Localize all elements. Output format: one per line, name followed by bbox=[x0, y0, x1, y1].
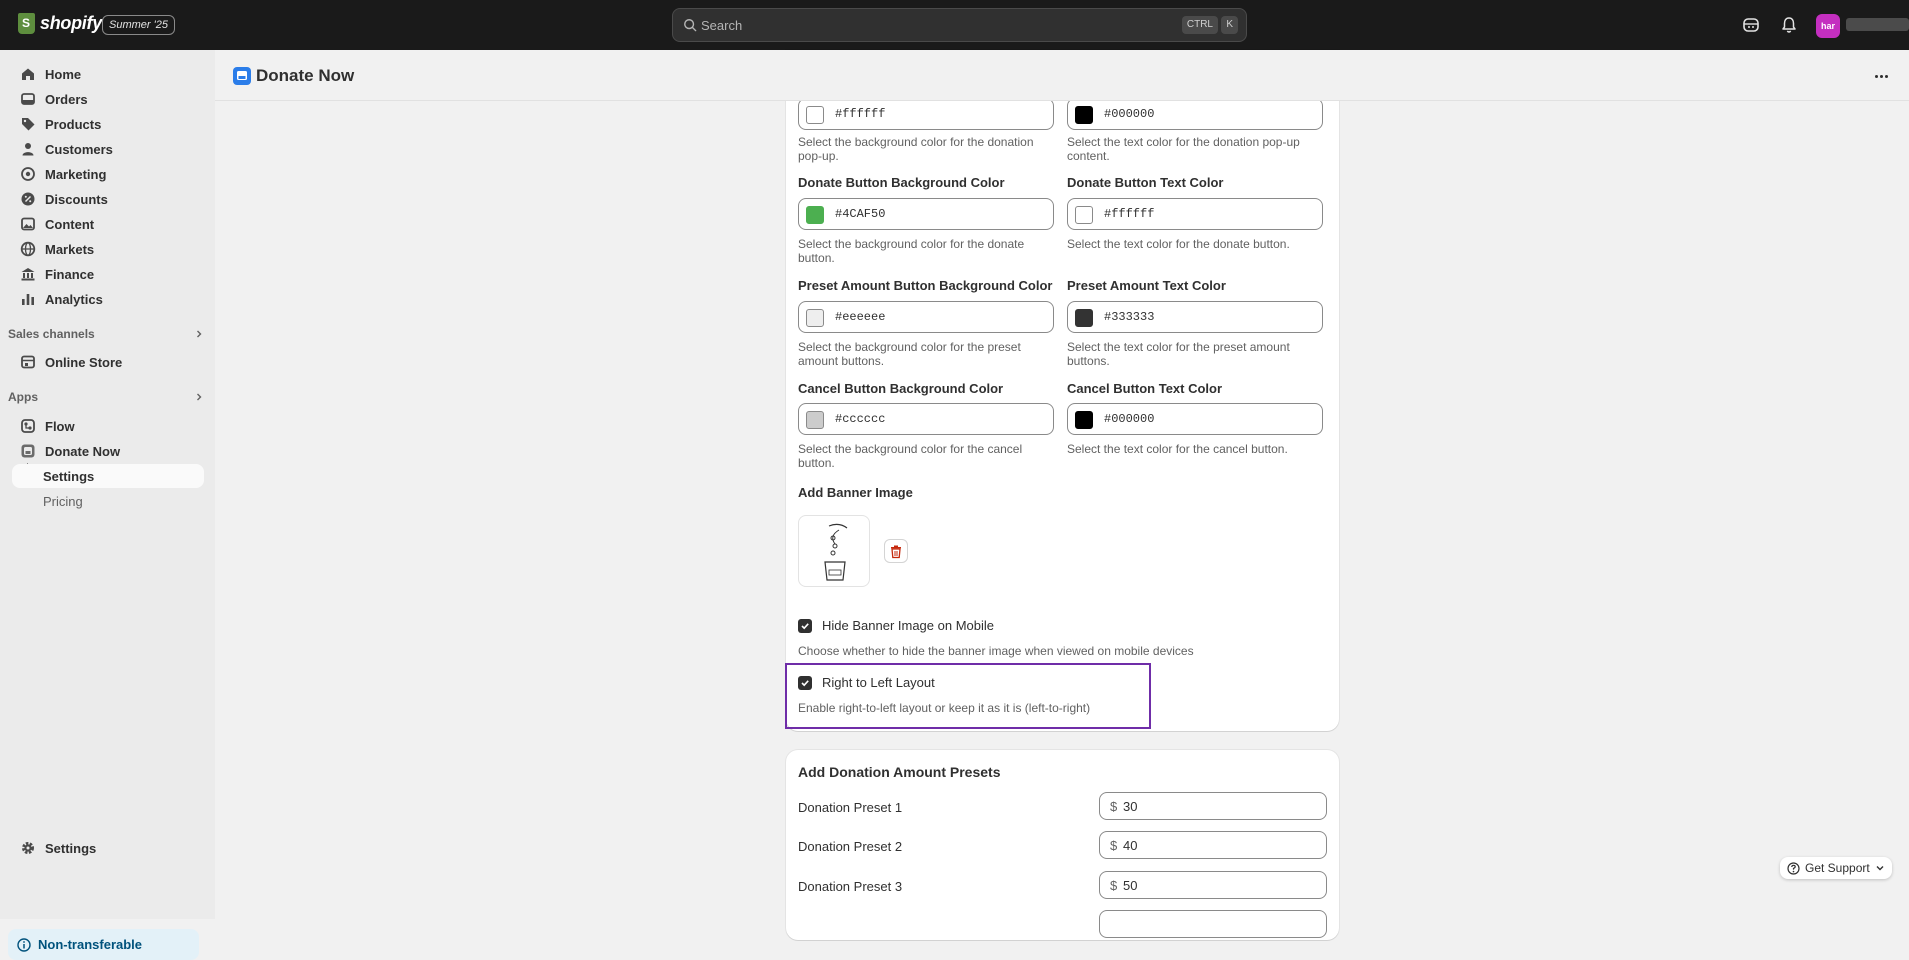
gear-icon bbox=[20, 840, 36, 856]
page-header bbox=[215, 50, 1909, 101]
nav-label: Finance bbox=[45, 266, 95, 282]
nav-settings[interactable] bbox=[12, 836, 204, 860]
hex-value: #000000 bbox=[1104, 107, 1155, 121]
hide-banner-mobile-help: Choose whether to hide the banner image when viewed on mobile devices bbox=[798, 644, 1194, 658]
avatar[interactable]: har bbox=[1816, 14, 1840, 38]
brand-name: shopify bbox=[40, 13, 102, 33]
donation-jar-illustration bbox=[799, 516, 871, 588]
target-icon bbox=[20, 166, 36, 182]
get-support-button[interactable] bbox=[1780, 857, 1892, 879]
nav-orders[interactable] bbox=[12, 87, 204, 111]
sidekick-icon[interactable] bbox=[1740, 14, 1762, 36]
shortcut-k-key: K bbox=[1221, 16, 1238, 34]
cancel-text-color-field[interactable] bbox=[1067, 403, 1323, 435]
top-bar bbox=[0, 0, 1909, 50]
donation-presets-card bbox=[786, 750, 1339, 940]
check-icon bbox=[800, 621, 810, 631]
preset-bg-help: Select the background color for the preset amount buttons. bbox=[798, 340, 1021, 368]
image-icon bbox=[20, 216, 36, 232]
nav-label: Markets bbox=[45, 241, 95, 257]
appearance-settings-card bbox=[786, 50, 1339, 731]
hide-banner-mobile-checkbox[interactable] bbox=[798, 618, 994, 633]
main-content bbox=[215, 50, 1909, 919]
nav-label: Flow bbox=[45, 418, 75, 434]
globe-icon bbox=[20, 241, 36, 257]
home-icon bbox=[20, 66, 36, 82]
nav-label: Settings bbox=[45, 840, 97, 856]
currency-symbol: $ bbox=[1110, 799, 1118, 814]
hex-value: #000000 bbox=[1104, 412, 1155, 426]
edition-badge[interactable]: Summer '25 bbox=[102, 15, 175, 35]
person-icon bbox=[20, 141, 36, 157]
nav-customers[interactable] bbox=[12, 137, 204, 161]
nav-online-store[interactable] bbox=[12, 350, 204, 374]
color-swatch[interactable] bbox=[1075, 309, 1093, 327]
more-actions-button[interactable] bbox=[1871, 68, 1891, 84]
preset-label: Donation Preset 1 bbox=[798, 800, 903, 815]
get-support-label: Get Support bbox=[1805, 861, 1870, 875]
check-icon bbox=[800, 678, 810, 688]
banner-label: Add Banner Image bbox=[798, 485, 913, 500]
sub-nav-pricing[interactable] bbox=[12, 489, 204, 513]
page-title: Donate Now bbox=[256, 66, 355, 85]
currency-symbol: $ bbox=[1110, 838, 1118, 853]
store-icon bbox=[20, 354, 36, 370]
currency-symbol: $ bbox=[1110, 878, 1118, 893]
preset-value: 40 bbox=[1123, 838, 1138, 853]
color-swatch[interactable] bbox=[806, 206, 824, 224]
cancel-bg-help: Select the background color for the cancel button. bbox=[798, 442, 1023, 470]
search-bar[interactable] bbox=[672, 8, 1247, 42]
nav-label: Discounts bbox=[45, 191, 108, 207]
color-swatch[interactable] bbox=[806, 106, 824, 124]
trash-icon bbox=[890, 545, 902, 558]
help-circle-icon bbox=[1787, 862, 1800, 875]
donate-text-help: Select the text color for the donate button. bbox=[1067, 237, 1290, 251]
sub-nav-label: Pricing bbox=[43, 493, 83, 509]
color-swatch[interactable] bbox=[1075, 411, 1093, 429]
nav-flow[interactable] bbox=[12, 414, 204, 438]
info-icon bbox=[17, 938, 31, 952]
apps-label: Apps bbox=[8, 390, 38, 404]
preset-value: 50 bbox=[1123, 878, 1138, 893]
rtl-layout-label: Right to Left Layout bbox=[822, 675, 935, 690]
preset-4-input[interactable] bbox=[1099, 910, 1327, 938]
cancel-text-label: Cancel Button Text Color bbox=[1067, 381, 1223, 396]
rtl-layout-help: Enable right-to-left layout or keep it as it is (left-to-right) bbox=[798, 701, 1091, 715]
popup-text-color-field[interactable] bbox=[1067, 98, 1323, 130]
color-swatch[interactable] bbox=[1075, 206, 1093, 224]
preset-bg-color-field[interactable] bbox=[798, 301, 1054, 333]
preset-1-input[interactable] bbox=[1099, 792, 1327, 820]
shortcut-ctrl-key: CTRL bbox=[1182, 16, 1218, 34]
color-swatch[interactable] bbox=[806, 411, 824, 429]
search-input[interactable] bbox=[701, 9, 1101, 41]
nav-label: Online Store bbox=[45, 354, 123, 370]
chevron-right-icon[interactable] bbox=[194, 329, 204, 339]
donate-text-color-field[interactable] bbox=[1067, 198, 1323, 230]
sales-channels-header[interactable] bbox=[8, 324, 204, 344]
nav-content[interactable] bbox=[12, 212, 204, 236]
nav-label: Products bbox=[45, 116, 102, 132]
preset-label: Donation Preset 3 bbox=[798, 879, 903, 894]
donate-app-icon bbox=[233, 67, 251, 85]
store-name-redacted[interactable] bbox=[1846, 18, 1909, 31]
preset-value: 30 bbox=[1123, 799, 1138, 814]
checkbox-checked[interactable] bbox=[798, 619, 812, 633]
discount-icon bbox=[20, 191, 36, 207]
cancel-bg-color-field[interactable] bbox=[798, 403, 1054, 435]
nav-label: Orders bbox=[45, 91, 88, 107]
chevron-right-icon[interactable] bbox=[194, 392, 204, 402]
popup-text-help: Select the text color for the donation pop-up content. bbox=[1067, 135, 1300, 163]
rtl-layout-checkbox[interactable] bbox=[798, 675, 935, 690]
non-transferable-label: Non-transferable bbox=[38, 937, 143, 952]
preset-text-label: Preset Amount Text Color bbox=[1067, 278, 1226, 293]
cancel-text-help: Select the text color for the cancel button. bbox=[1067, 442, 1288, 456]
donate-bg-color-field[interactable] bbox=[798, 198, 1054, 230]
cancel-bg-label: Cancel Button Background Color bbox=[798, 381, 1004, 396]
sales-channels-label: Sales channels bbox=[8, 327, 95, 341]
hex-value: #eeeeee bbox=[835, 310, 886, 324]
bank-icon bbox=[20, 266, 36, 282]
nav-products[interactable] bbox=[12, 112, 204, 136]
donate-app-icon bbox=[20, 443, 36, 459]
preset-3-input[interactable] bbox=[1099, 871, 1327, 899]
nav-label: Analytics bbox=[45, 291, 103, 307]
flow-icon bbox=[20, 418, 36, 434]
delete-banner-button[interactable] bbox=[884, 539, 908, 563]
hex-value: #cccccc bbox=[835, 412, 886, 426]
orders-icon bbox=[20, 91, 36, 107]
hex-value: #ffffff bbox=[1104, 207, 1155, 221]
nav-donate-now[interactable] bbox=[12, 439, 204, 463]
sidebar bbox=[0, 50, 215, 952]
chart-icon bbox=[20, 291, 36, 307]
checkbox-checked[interactable] bbox=[798, 676, 812, 690]
hex-value: #ffffff bbox=[835, 107, 886, 121]
nav-discounts[interactable] bbox=[12, 187, 204, 211]
sub-nav-settings[interactable] bbox=[12, 464, 204, 488]
chevron-down-icon bbox=[1875, 863, 1885, 873]
preset-text-help: Select the text color for the preset amount buttons. bbox=[1067, 340, 1290, 368]
nav-label: Donate Now bbox=[45, 443, 121, 459]
popup-bg-help: Select the background color for the donation pop-up. bbox=[798, 135, 1034, 163]
donate-text-label: Donate Button Text Color bbox=[1067, 175, 1224, 190]
sub-nav-label: Settings bbox=[43, 468, 95, 484]
apps-header[interactable] bbox=[8, 387, 204, 407]
presets-title: Add Donation Amount Presets bbox=[798, 764, 1001, 780]
rtl-layout-highlight bbox=[785, 663, 1151, 729]
color-swatch[interactable] bbox=[806, 309, 824, 327]
nav-analytics[interactable] bbox=[12, 287, 204, 311]
popup-bg-color-field[interactable] bbox=[798, 98, 1054, 130]
bell-icon[interactable] bbox=[1778, 14, 1800, 36]
donate-bg-label: Donate Button Background Color bbox=[798, 175, 1005, 190]
donate-bg-help: Select the background color for the donate button. bbox=[798, 237, 1025, 265]
color-swatch[interactable] bbox=[1075, 106, 1093, 124]
nav-marketing[interactable] bbox=[12, 162, 204, 186]
nav-label: Home bbox=[45, 66, 82, 82]
preset-bg-label: Preset Amount Button Background Color bbox=[798, 278, 1053, 293]
search-icon bbox=[683, 18, 697, 32]
nav-label: Marketing bbox=[45, 166, 107, 182]
hide-banner-mobile-label: Hide Banner Image on Mobile bbox=[822, 618, 994, 633]
nav-home[interactable] bbox=[12, 62, 204, 86]
shopify-logo[interactable] bbox=[18, 13, 102, 34]
tag-icon bbox=[20, 116, 36, 132]
shopify-bag-icon bbox=[18, 13, 35, 34]
preset-label: Donation Preset 2 bbox=[798, 839, 903, 854]
nav-label: Customers bbox=[45, 141, 113, 157]
nav-label: Content bbox=[45, 216, 95, 232]
banner-thumbnail[interactable] bbox=[798, 515, 870, 587]
hex-value: #333333 bbox=[1104, 310, 1155, 324]
hex-value: #4CAF50 bbox=[835, 207, 886, 221]
non-transferable-banner[interactable] bbox=[8, 929, 199, 960]
preset-text-color-field[interactable] bbox=[1067, 301, 1323, 333]
nav-markets[interactable] bbox=[12, 237, 204, 261]
preset-2-input[interactable] bbox=[1099, 831, 1327, 859]
nav-finance[interactable] bbox=[12, 262, 204, 286]
